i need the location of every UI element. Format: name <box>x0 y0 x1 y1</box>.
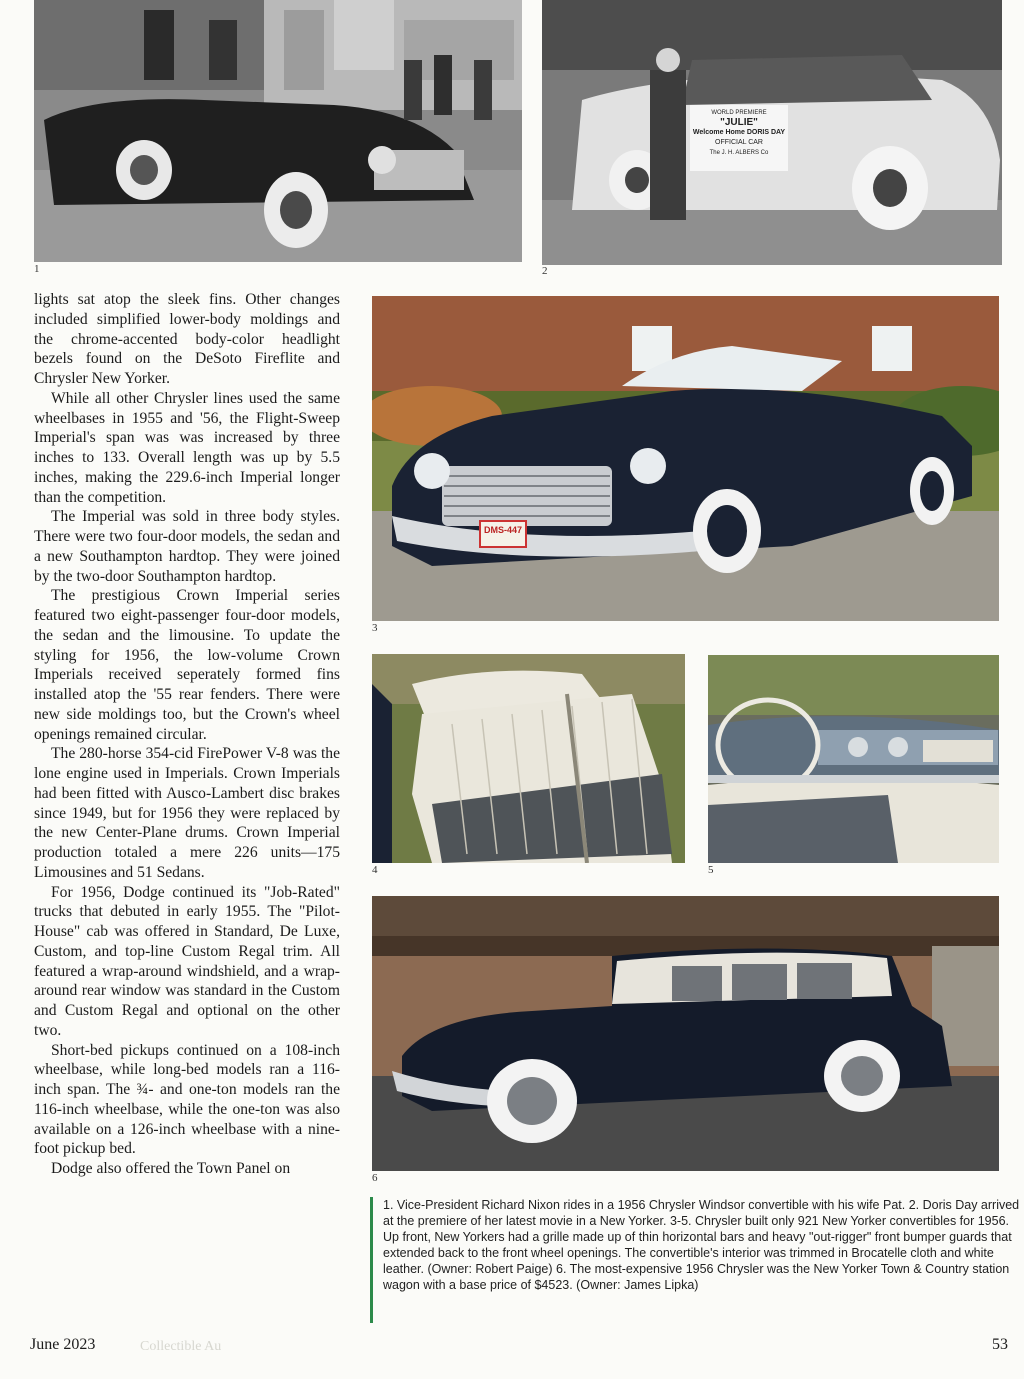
sign-line-4: OFFICIAL CAR <box>715 139 763 146</box>
sign-line-3: Welcome Home DORIS DAY <box>692 129 786 136</box>
footer-watermark: Collectible Au <box>140 1339 222 1354</box>
sign-line-5: The J. H. ALBERS Co <box>709 150 769 156</box>
sign-line-2: "JULIE" <box>720 117 758 128</box>
fig-number-2: 2 <box>542 265 548 277</box>
premiere-sign <box>692 108 786 168</box>
photo-4-art <box>372 654 685 863</box>
page-number: 53 <box>992 1336 1008 1353</box>
photo-3-new-yorker-convertible <box>372 296 999 621</box>
photo-caption <box>370 1197 1020 1323</box>
fig-number-6: 6 <box>372 1172 378 1184</box>
fig-number-4: 4 <box>372 864 378 876</box>
article-paragraph: The 280-horse 354-cid FirePower V-8 was the lone engine used in Imperials. Crown Imperials had been fitted with Ausco-Lambert disc brakes since 1949, but for 1956 they were replaced by the new Center-Plane drums. Crown Imperial production totaled a mere 226 units—175 Limousines and 51 Sedans. <box>34 745 340 881</box>
sign-line-1: WORLD PREMIERE <box>711 110 767 116</box>
article-paragraph: For 1956, Dodge continued its "Job-Rated" trucks that debuted in early 1955. The "Pilot-House" cab was offered in Standard, De Luxe, Custom, and top-line Custom Regal trim. All featured a wrap-around windshield, and a wrap-around rear window was standard in the Custom and Custom Regal and optional on the other two. <box>34 883 340 1039</box>
photo-1-nixon-parade <box>34 0 522 262</box>
article-paragraph: While all other Chrysler lines used the same wheelbases in 1955 and '56, the Flight-Sweep Imperial's span was was increased by three inches to 133. Overall length was up by 5.5 inches, making the 229.6-inch Imperial longer than the competition. <box>34 389 340 506</box>
article-paragraph: The Imperial was sold in three body styles. There were two four-door models, the sedan and a new Southampton hardtop. They were joined by the two-door Southampton hardtop. <box>34 508 340 585</box>
photo-1-art <box>34 0 522 262</box>
fig-number-5: 5 <box>708 864 714 876</box>
photo-2-doris-day <box>542 0 1002 265</box>
article-paragraph: The prestigious Crown Imperial series featured two eight-passenger four-door models, the sedan and the limousine. To update the styling for 1956, the low-volume Crown Imperials received seperately formed fins installed atop the '55 rear fenders. There were new side moldings too, but the Crown's wheel openings remained circular. <box>34 587 340 743</box>
article-paragraph: Dodge also offered the Town Panel on <box>51 1160 291 1177</box>
fig-number-1: 1 <box>34 263 40 275</box>
article-body <box>34 290 340 1320</box>
fig-number-3: 3 <box>372 622 378 634</box>
photo-6-art <box>372 896 999 1171</box>
footer-date: June 2023 <box>30 1336 96 1353</box>
photo-5-dashboard <box>708 655 999 863</box>
article-paragraph: Short-bed pickups continued on a 108-inch wheelbase, while long-bed models ran a 116-inch span. The ¾- and one-ton models ran the 116-inch wheelbase, while the one-ton was also available on a 126-inch wheelbase with a nine-foot pickup bed. <box>34 1041 340 1158</box>
caption-text: 1. Vice-President Richard Nixon rides in a 1956 Chrysler Windsor convertible with his wife Pat. 2. Doris Day arrived at the premiere of her latest movie in a New Yorker. 3-5. Chrysler built only 921 New Yorker convertibles for 1956. Up front, New Yorkers had a grille made up of thin horizontal bars and heavy "out-rigger" front bumper guards that extended back to the front wheel openings. The convertible's interior was trimmed in Brocatelle cloth and white leather. (Owner: Robert Paige) 6. The most-expensive 1956 Chrysler was the New Yorker Town & Country station wagon with a base price of $4523. (Owner: James Lipka) <box>383 1198 1020 1292</box>
photo-4-interior-seats <box>372 654 685 863</box>
article-paragraph: lights sat atop the sleek fins. Other changes included simplified lower-body moldings and the chrome-accented body-color headlight bezels found on the DeSoto Fireflite and Chrysler New Yorker. <box>34 291 340 387</box>
photo-5-art <box>708 655 999 863</box>
photo-3-art <box>372 296 999 621</box>
photo-6-town-country-wagon <box>372 896 999 1171</box>
license-plate: DMS-447 <box>483 525 522 535</box>
